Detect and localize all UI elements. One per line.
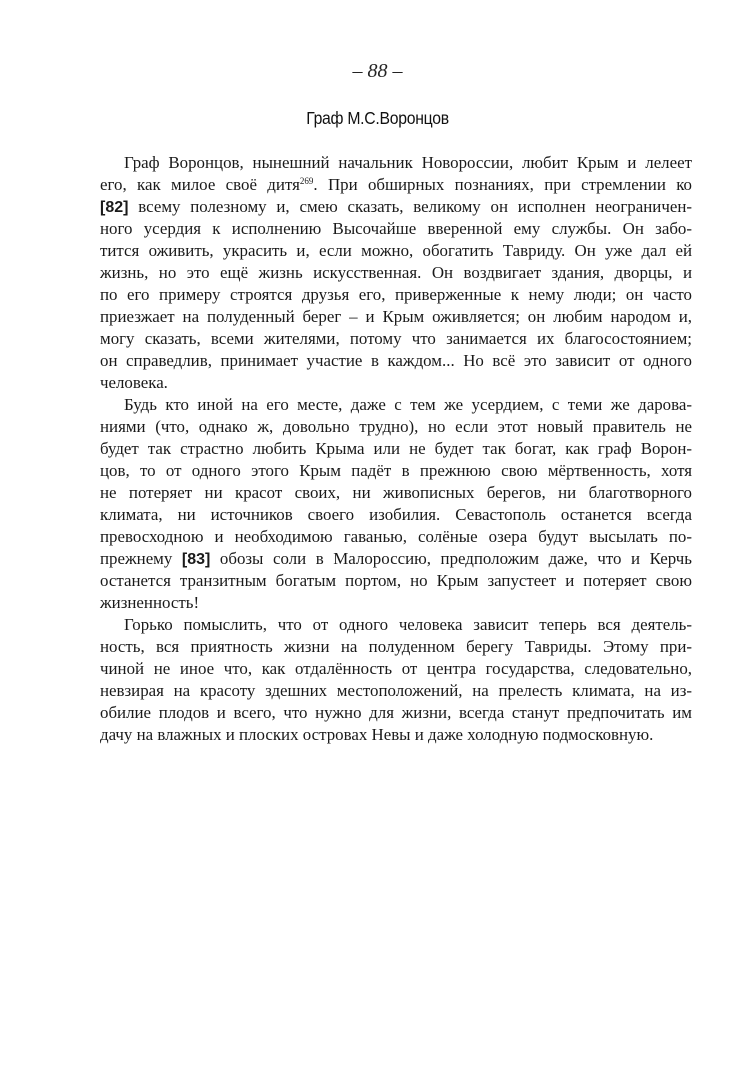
- text-line: ниями (что, однако ж, довольно трудно), но если этот новый правитель не: [100, 417, 692, 436]
- text-line: Будь кто иной на его месте, даже с тем же усердием, с теми же дарова-: [124, 395, 692, 414]
- page-number: – 88 –: [352, 60, 403, 82]
- text-line: его, как милое своё дитя$^{269}$. При обширных познаниях, при стремлении ко: [100, 175, 692, 194]
- text-line: Горько помыслить, что от одного человека зависит теперь вся деятель-: [124, 615, 692, 634]
- text-line: ного усердия к исполнению Высочайше вверенной ему службы. Он забо-: [100, 219, 692, 238]
- text-line: невзирая на красоту здешних местоположений, на прелесть климата, на из-: [100, 681, 692, 700]
- text-line: ность, вся приятность жизни на полуденном берегу Тавриды. Этому при-: [100, 637, 692, 656]
- text-line: Граф Воронцов, нынешний начальник Новороссии, любит Крым и лелеет: [124, 153, 692, 172]
- text-line: дачу на влажных и плоских островах Невы и даже холодную подмосковную.: [100, 725, 654, 744]
- text-line: тится оживить, украсить и, если можно, обогатить Тавриду. Он уже дал ей: [100, 241, 692, 260]
- text-line: цов, то от одного этого Крым падёт в прежнюю свою мёртвенность, хотя: [100, 461, 692, 480]
- text-line: могу сказать, всеми жителями, потому что занимается их благосостоянием;: [100, 329, 692, 348]
- section-heading-vorontsov: Граф М.С.Воронцов: [306, 108, 449, 128]
- footnote-ref: 269: [299, 176, 314, 186]
- text-line: превосходною и необходимою гаванью, солёные озера будут высылать по-: [100, 527, 692, 546]
- text-line: жизненность!: [100, 593, 200, 612]
- text-line: человека.: [100, 373, 168, 392]
- text-line: не потеряет ни красот своих, ни живописных берегов, ни благотворного: [100, 483, 692, 502]
- text-line: приезжает на полуденный берег – и Крым оживляется; он любим народом и,: [100, 307, 692, 326]
- text-line: климата, ни источников своего изобилия. Севастополь останется всегда: [100, 505, 692, 524]
- text-line: останется транзитным богатым портом, но Крым запустеет и потеряет свою: [100, 571, 692, 590]
- text-line: будет так страстно любить Крыма или не будет так богат, как граф Ворон-: [100, 439, 692, 458]
- page-marker: [83]: [181, 551, 211, 568]
- text-line: обилие плодов и всего, что нужно для жизни, всегда станут предпочитать им: [100, 703, 692, 722]
- text-line: прежнему [83] обозы соли в Малороссию, предположим даже, что и Керчь: [100, 549, 692, 568]
- text-line: жизнь, но это ещё жизнь искусственная. Он воздвигает здания, дворцы, и: [100, 263, 692, 282]
- text-line: [82] всему полезному и, смею сказать, великому он исполнен неограничен-: [100, 197, 692, 216]
- text-line: по его примеру строятся друзья его, приверженные к нему люди; он часто: [100, 285, 692, 304]
- text-line: чиной не иное что, как отдалённость от центра государства, следовательно,: [100, 659, 692, 678]
- page-marker: [82]: [100, 199, 129, 216]
- text-line: он справедлив, принимает участие в каждом... Но всё это зависит от одного: [100, 351, 692, 370]
